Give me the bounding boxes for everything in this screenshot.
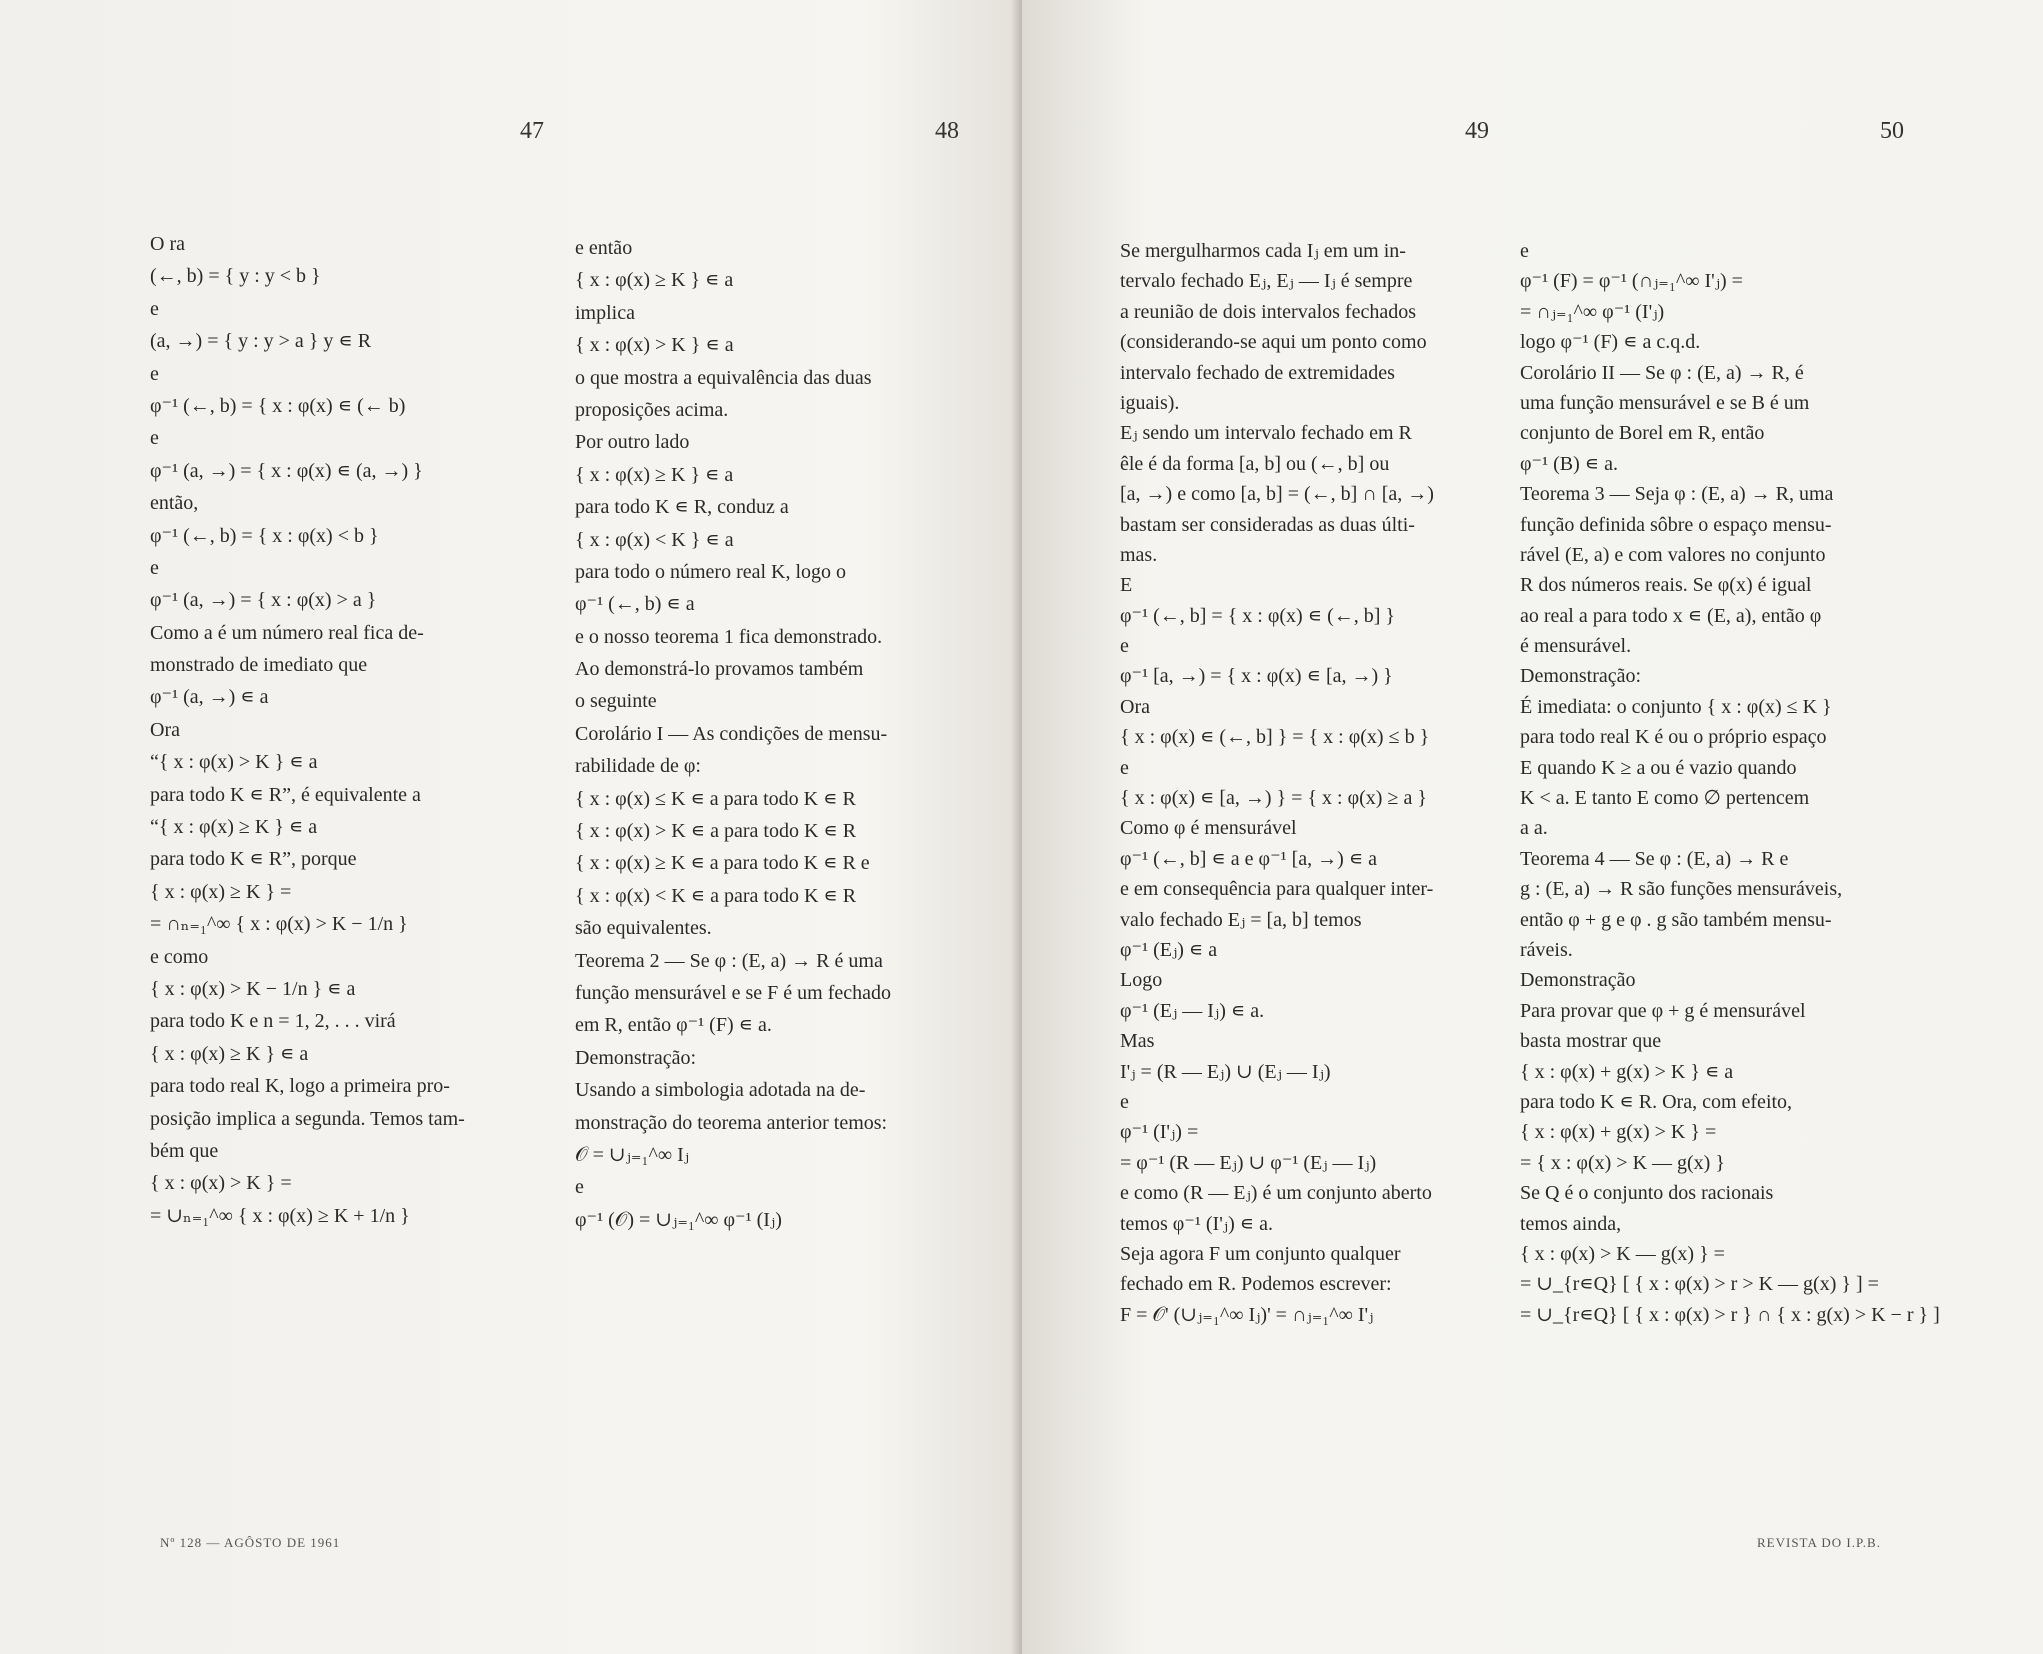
text-line: e — [150, 427, 159, 450]
text-line: mas. — [1120, 543, 1158, 566]
page-number-47: 47 — [520, 118, 544, 144]
text-line: { x : φ(x) > K — g(x) } = — [1520, 1242, 1725, 1265]
text-line: Logo — [1120, 969, 1163, 992]
text-line: F = 𝒪' (∪ⱼ₌₁^∞ Iⱼ)' = ∩ⱼ₌₁^∞ I'ⱼ — [1120, 1303, 1374, 1326]
text-line: e — [150, 297, 159, 320]
text-line: 𝒪 = ∪ⱼ₌₁^∞ Iⱼ — [575, 1143, 690, 1166]
page-number-48: 48 — [935, 118, 959, 144]
text-line: para todo K ∊ R. Ora, com efeito, — [1520, 1090, 1793, 1113]
text-line: e — [150, 362, 159, 385]
text-line: Seja agora F um conjunto qualquer — [1120, 1242, 1401, 1265]
footer-issue: Nº 128 — AGÔSTO DE 1961 — [160, 1535, 341, 1550]
text-line: e em consequência para qualquer inter- — [1120, 878, 1434, 901]
text-line: E quando K ≥ a ou é vazio quando — [1520, 756, 1797, 779]
text-line: = ∪_{r∊Q} [ { x : φ(x) > r } ∩ { x : g(x) > K − r } ] — [1520, 1303, 1940, 1326]
text-line: φ⁻¹ (I'ⱼ) = — [1120, 1121, 1199, 1144]
text-line: φ⁻¹ (B) ∊ a. — [1520, 452, 1618, 475]
text-line: Demonstração — [1520, 969, 1636, 992]
text-line: Demonstração: — [575, 1046, 697, 1069]
text-line: Teorema 4 — Se φ : (E, a) → R e — [1520, 847, 1789, 870]
right-page — [1022, 0, 2043, 1654]
text-line: e como (R — Eⱼ) é um conjunto aberto — [1120, 1182, 1432, 1205]
text-line: para todo K ∊ R”, porque — [150, 848, 357, 871]
text-line: e — [1520, 240, 1529, 262]
text-line: o que mostra a equivalência das duas — [575, 366, 872, 389]
text-line: o seguinte — [575, 690, 657, 713]
text-line: para todo o número real K, logo o — [575, 560, 847, 583]
text-line: então, — [150, 492, 199, 515]
text-line: Corolário I — As condições de mensu- — [575, 722, 888, 745]
text-line: então φ + g e φ . g são também mensu- — [1520, 908, 1832, 931]
text-line: é mensurável. — [1520, 635, 1632, 658]
text-line: φ⁻¹ (𝒪) = ∪ⱼ₌₁^∞ φ⁻¹ (Iⱼ) — [575, 1208, 782, 1231]
page-48-text — [575, 232, 965, 1236]
text-line: e — [150, 556, 159, 579]
text-line: = ∪_{r∊Q} [ { x : φ(x) > r > K — g(x) } ] = — [1520, 1273, 1879, 1296]
page-number-50: 50 — [1880, 118, 1904, 144]
text-line: Para provar que φ + g é mensurável — [1520, 999, 1806, 1022]
text-line: Ora — [1120, 695, 1150, 718]
text-line: K < a. E tanto E como ∅ pertencem — [1520, 787, 1810, 810]
text-line: φ⁻¹ (←, b] ∊ a e φ⁻¹ [a, →) ∊ a — [1120, 847, 1378, 870]
text-line: para todo K ∊ R”, é equivalente a — [150, 783, 421, 806]
text-line: { x : φ(x) < K } ∊ a — [575, 528, 734, 551]
text-line: Demonstração: — [1520, 665, 1642, 688]
page-50-text — [1520, 236, 1940, 1330]
text-line: { x : φ(x) ≥ K } = — [150, 880, 292, 903]
text-line: { x : φ(x) ≥ K } ∊ a — [575, 463, 734, 486]
text-line: φ⁻¹ (←, b) = { x : φ(x) < b } — [150, 524, 379, 547]
text-line: posição implica a segunda. Temos tam- — [150, 1107, 465, 1130]
text-line: Por outro lado — [575, 431, 690, 454]
text-line: em R, então φ⁻¹ (F) ∊ a. — [575, 1014, 772, 1037]
text-line: Eⱼ sendo um intervalo fechado em R — [1120, 422, 1412, 445]
text-line: Como φ é mensurável — [1120, 817, 1297, 840]
text-line: = ∩ⱼ₌₁^∞ φ⁻¹ (I'ⱼ) — [1520, 300, 1665, 323]
text-line: É imediata: o conjunto { x : φ(x) ≤ K } — [1520, 695, 1832, 718]
text-line: e o nosso teorema 1 fica demonstrado. — [575, 625, 883, 648]
text-line: φ⁻¹ (F) = φ⁻¹ (∩ⱼ₌₁^∞ I'ⱼ) = — [1520, 270, 1743, 293]
text-line: Corolário II — Se φ : (E, a) → R, é — [1520, 361, 1804, 384]
text-line: g : (E, a) → R são funções mensuráveis, — [1520, 878, 1843, 901]
text-line: { x : φ(x) ≥ K ∊ a para todo K ∊ R e — [575, 852, 870, 875]
text-line: = φ⁻¹ (R — Eⱼ) ∪ φ⁻¹ (Eⱼ — Iⱼ) — [1120, 1151, 1377, 1174]
text-line: Como a é um número real fica de- — [150, 621, 424, 644]
text-line: φ⁻¹ (←, b] = { x : φ(x) ∊ (←, b] } — [1120, 604, 1395, 627]
text-line: φ⁻¹ (Eⱼ) ∊ a — [1120, 938, 1218, 961]
text-line: e — [1120, 635, 1129, 658]
text-line: rabilidade de φ: — [575, 755, 701, 778]
text-line: são equivalentes. — [575, 917, 712, 940]
text-line: ao real a para todo x ∊ (E, a), então φ — [1520, 604, 1822, 627]
text-line: Se mergulharmos cada Iⱼ em um in- — [1120, 240, 1406, 262]
text-line: monstrado de imediato que — [150, 654, 368, 677]
text-line: basta mostrar que — [1520, 1030, 1662, 1053]
text-line: { x : φ(x) + g(x) > K } = — [1520, 1121, 1717, 1144]
text-line: Teorema 2 — Se φ : (E, a) → R é uma — [575, 949, 883, 972]
text-line: φ⁻¹ [a, →) = { x : φ(x) ∊ [a, →) } — [1120, 665, 1393, 688]
text-line: Usando a simbologia adotada na de- — [575, 1079, 866, 1102]
text-line: para todo K e n = 1, 2, . . . virá — [150, 1010, 396, 1033]
text-line: bastam ser consideradas as duas últi- — [1120, 513, 1415, 536]
text-line: φ⁻¹ (a, →) = { x : φ(x) ∊ (a, →) } — [150, 459, 423, 482]
text-line: O ra — [150, 233, 185, 255]
text-line: função definida sôbre o espaço mensu- — [1520, 513, 1832, 536]
text-line: = { x : φ(x) > K — g(x) } — [1520, 1151, 1725, 1174]
page-number-49: 49 — [1465, 118, 1489, 144]
text-line: φ⁻¹ (←, b) ∊ a — [575, 593, 695, 616]
footer-journal: REVISTA DO I.P.B. — [1757, 1535, 1881, 1550]
text-line: Teorema 3 — Seja φ : (E, a) → R, uma — [1520, 483, 1834, 506]
text-line: { x : φ(x) > K − 1/n } ∊ a — [150, 977, 356, 1000]
text-line: { x : φ(x) ≤ K ∊ a para todo K ∊ R — [575, 787, 856, 810]
text-line: (←, b) = { y : y < b } — [150, 265, 321, 288]
text-line: logo φ⁻¹ (F) ∊ a c.q.d. — [1520, 331, 1701, 354]
text-line: φ⁻¹ (←, b) = { x : φ(x) ∊ (← b) — [150, 394, 406, 417]
text-line: implica — [575, 301, 635, 324]
text-line: { x : φ(x) ∊ (←, b] } = { x : φ(x) ≤ b } — [1120, 726, 1430, 749]
text-line: rável (E, a) e com valores no conjunto — [1520, 543, 1826, 566]
text-line: { x : φ(x) ≥ K } ∊ a — [150, 1042, 309, 1065]
text-line: e — [1120, 756, 1129, 779]
text-line: e — [575, 1176, 584, 1199]
text-line: (considerando-se aqui um ponto como — [1120, 331, 1427, 354]
text-line: E — [1120, 574, 1133, 597]
text-line: temos φ⁻¹ (I'ⱼ) ∊ a. — [1120, 1212, 1273, 1235]
text-line: para todo real K, logo a primeira pro- — [150, 1075, 450, 1098]
text-line: intervalo fechado de extremidades — [1120, 361, 1395, 384]
text-line: conjunto de Borel em R, então — [1520, 422, 1765, 445]
text-line: a a. — [1520, 817, 1548, 840]
text-line: R dos números reais. Se φ(x) é igual — [1520, 574, 1812, 597]
text-line: monstração do teorema anterior temos: — [575, 1111, 888, 1134]
text-line: { x : φ(x) > K } ∊ a — [575, 334, 734, 357]
text-line: e — [1120, 1090, 1129, 1113]
text-line: a reunião de dois intervalos fechados — [1120, 300, 1417, 323]
text-line: bém que — [150, 1139, 219, 1162]
text-line: { x : φ(x) ∊ [a, →) } = { x : φ(x) ≥ a } — [1120, 787, 1427, 810]
text-line: I'ⱼ = (R — Eⱼ) ∪ (Eⱼ — Iⱼ) — [1120, 1060, 1331, 1083]
text-line: Se Q é o conjunto dos racionais — [1520, 1182, 1774, 1205]
text-line: para todo K ∊ R, conduz a — [575, 496, 789, 519]
text-line: { x : φ(x) + g(x) > K } ∊ a — [1520, 1060, 1734, 1083]
text-line: valo fechado Eⱼ = [a, b] temos — [1120, 908, 1362, 931]
text-line: e então — [575, 237, 633, 259]
text-line: Ao demonstrá-lo provamos também — [575, 658, 864, 681]
text-line: φ⁻¹ (a, →) = { x : φ(x) > a } — [150, 589, 377, 612]
text-line: função mensurável e se F é um fechado — [575, 981, 891, 1004]
left-page — [0, 0, 1020, 1654]
text-line: ráveis. — [1520, 938, 1573, 961]
text-line: fechado em R. Podemos escrever: — [1120, 1273, 1392, 1296]
text-line: Ora — [150, 718, 180, 741]
text-line: uma função mensurável e se B é um — [1520, 391, 1810, 414]
text-line: (a, →) = { y : y > a } y ∊ R — [150, 330, 372, 353]
text-line: = ∪ₙ₌₁^∞ { x : φ(x) ≥ K + 1/n } — [150, 1204, 410, 1227]
text-line: “{ x : φ(x) > K } ∊ a — [150, 751, 318, 774]
text-line: = ∩ₙ₌₁^∞ { x : φ(x) > K − 1/n } — [150, 913, 408, 936]
text-line: êle é da forma [a, b] ou (←, b] ou — [1120, 452, 1390, 475]
text-line: e como — [150, 945, 209, 968]
text-line: [a, →) e como [a, b] = (←, b] ∩ [a, →) — [1120, 483, 1434, 506]
text-line: para todo real K é ou o próprio espaço — [1520, 726, 1827, 749]
text-line: { x : φ(x) ≥ K } ∊ a — [575, 269, 734, 292]
text-line: proposições acima. — [575, 398, 729, 421]
page-47-text — [150, 228, 540, 1232]
text-line: { x : φ(x) > K ∊ a para todo K ∊ R — [575, 820, 857, 843]
page-49-text — [1120, 236, 1520, 1330]
text-line: iguais). — [1120, 391, 1180, 414]
text-line: Mas — [1120, 1030, 1155, 1053]
text-line: { x : φ(x) > K } = — [150, 1172, 292, 1195]
text-line: temos ainda, — [1520, 1212, 1622, 1235]
text-line: “{ x : φ(x) ≥ K } ∊ a — [150, 816, 318, 839]
text-line: { x : φ(x) < K ∊ a para todo K ∊ R — [575, 884, 857, 907]
text-line: φ⁻¹ (Eⱼ — Iⱼ) ∊ a. — [1120, 999, 1265, 1022]
text-line: φ⁻¹ (a, →) ∊ a — [150, 686, 269, 709]
text-line: tervalo fechado Eⱼ, Eⱼ — Iⱼ é sempre — [1120, 270, 1413, 293]
